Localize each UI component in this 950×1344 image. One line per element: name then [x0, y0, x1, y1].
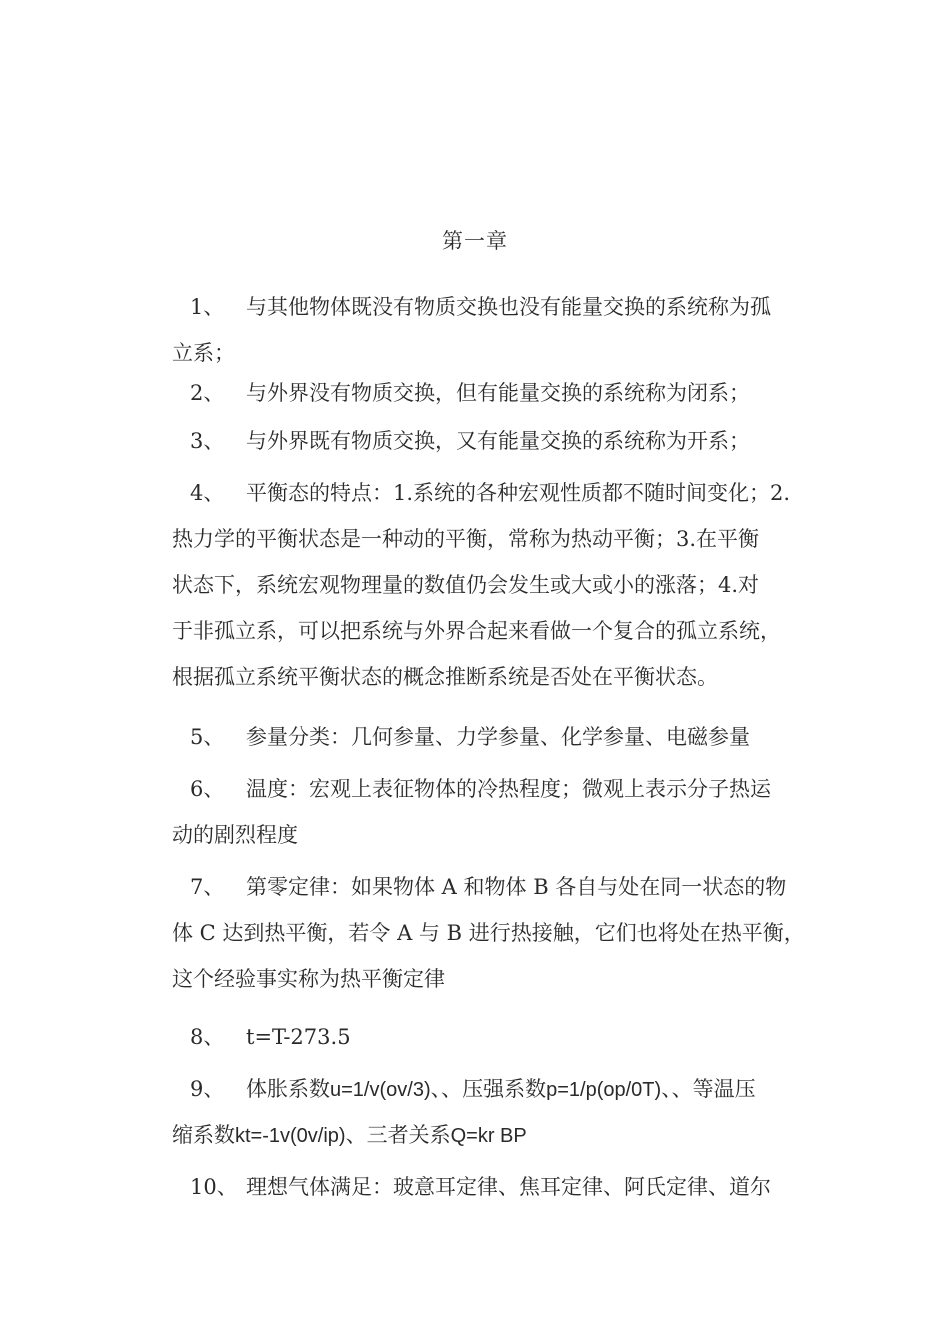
- item-line: [172, 864, 812, 910]
- formula-text: p=1/p(op/0T): [546, 1079, 662, 1101]
- item-text: 理想气体满足：玻意耳定律、焦耳定律、阿氏定律、道尔: [246, 1175, 771, 1199]
- item-number: 3、: [190, 429, 225, 453]
- item-text: 、三者关系: [345, 1123, 451, 1147]
- list-item: [172, 1014, 812, 1060]
- list-item: [172, 470, 812, 700]
- list-item: [172, 714, 812, 760]
- item-text: 立系；: [172, 341, 235, 365]
- item-line: [172, 714, 812, 760]
- item-number: 6、: [190, 777, 225, 801]
- item-line: [172, 516, 812, 562]
- item-text: t=T-273.5: [246, 1025, 351, 1049]
- item-line: [172, 370, 812, 416]
- item-text: 与外界没有物质交换，但有能量交换的系统称为闭系；: [246, 381, 750, 405]
- item-line: [172, 1066, 812, 1112]
- item-text: 体 C 达到热平衡，若令 A 与 B 进行热接触，它们也将处在热平衡，: [172, 921, 805, 945]
- item-line: [172, 284, 812, 330]
- item-text: 这个经验事实称为热平衡定律: [172, 967, 445, 991]
- item-number: 8、: [190, 1025, 225, 1049]
- item-number: 7、: [190, 875, 225, 899]
- item-line: [172, 1014, 812, 1060]
- item-text: 平衡态的特点：1.系统的各种宏观性质都不随时间变化；2.: [246, 481, 791, 505]
- item-text: 参量分类：几何参量、力学参量、化学参量、电磁参量: [246, 725, 750, 749]
- item-text: 与外界既有物质交换，又有能量交换的系统称为开系；: [246, 429, 750, 453]
- item-text: 缩系数: [172, 1123, 235, 1147]
- list-item: [172, 370, 812, 416]
- item-line: [172, 562, 812, 608]
- item-text: 、、等温压: [661, 1077, 756, 1101]
- formula-text: Q=kr BP: [450, 1125, 527, 1147]
- item-text: 动的剧烈程度: [172, 823, 298, 847]
- item-line: [172, 766, 812, 812]
- item-number: 4、: [190, 481, 225, 505]
- list-item: [172, 284, 812, 376]
- item-text: 第零定律：如果物体 A 和物体 B 各自与处在同一状态的物: [246, 875, 787, 899]
- list-item: [172, 1164, 812, 1210]
- item-number: 1、: [190, 295, 225, 319]
- item-number: 2、: [190, 381, 225, 405]
- item-number: 9、: [190, 1077, 225, 1101]
- list-item: [172, 864, 812, 1002]
- item-number: 5、: [190, 725, 225, 749]
- item-line: [172, 812, 812, 858]
- item-line: [172, 608, 812, 654]
- item-line: [172, 1112, 812, 1158]
- item-text: 体胀系数: [246, 1077, 330, 1101]
- item-line: [172, 654, 812, 700]
- item-text: 根据孤立系统平衡状态的概念推断系统是否处在平衡状态。: [172, 665, 718, 689]
- item-line: [172, 418, 812, 464]
- item-line: [172, 910, 812, 956]
- item-text: 温度：宏观上表征物体的冷热程度；微观上表示分子热运: [246, 777, 771, 801]
- item-text: 热力学的平衡状态是一种动的平衡，常称为热动平衡；3.在平衡: [172, 527, 760, 551]
- item-text: 与其他物体既没有物质交换也没有能量交换的系统称为孤: [246, 295, 771, 319]
- list-item: [172, 1066, 812, 1158]
- item-line: [172, 470, 812, 516]
- list-item: [172, 766, 812, 858]
- item-text: 于非孤立系，可以把系统与外界合起来看做一个复合的孤立系统，: [172, 619, 781, 643]
- chapter-title: 第一章: [442, 229, 508, 253]
- formula-text: kt=-1v(0v/ip): [235, 1125, 346, 1147]
- list-item: [172, 418, 812, 464]
- item-text: 、、压强系数: [430, 1077, 547, 1101]
- item-text: 状态下，系统宏观物理量的数值仍会发生或大或小的涨落；4.对: [172, 573, 760, 597]
- item-line: [172, 956, 812, 1002]
- item-number: 10、: [190, 1175, 238, 1199]
- item-line: [172, 1164, 812, 1210]
- formula-text: u=1/v(ov/3): [330, 1079, 431, 1101]
